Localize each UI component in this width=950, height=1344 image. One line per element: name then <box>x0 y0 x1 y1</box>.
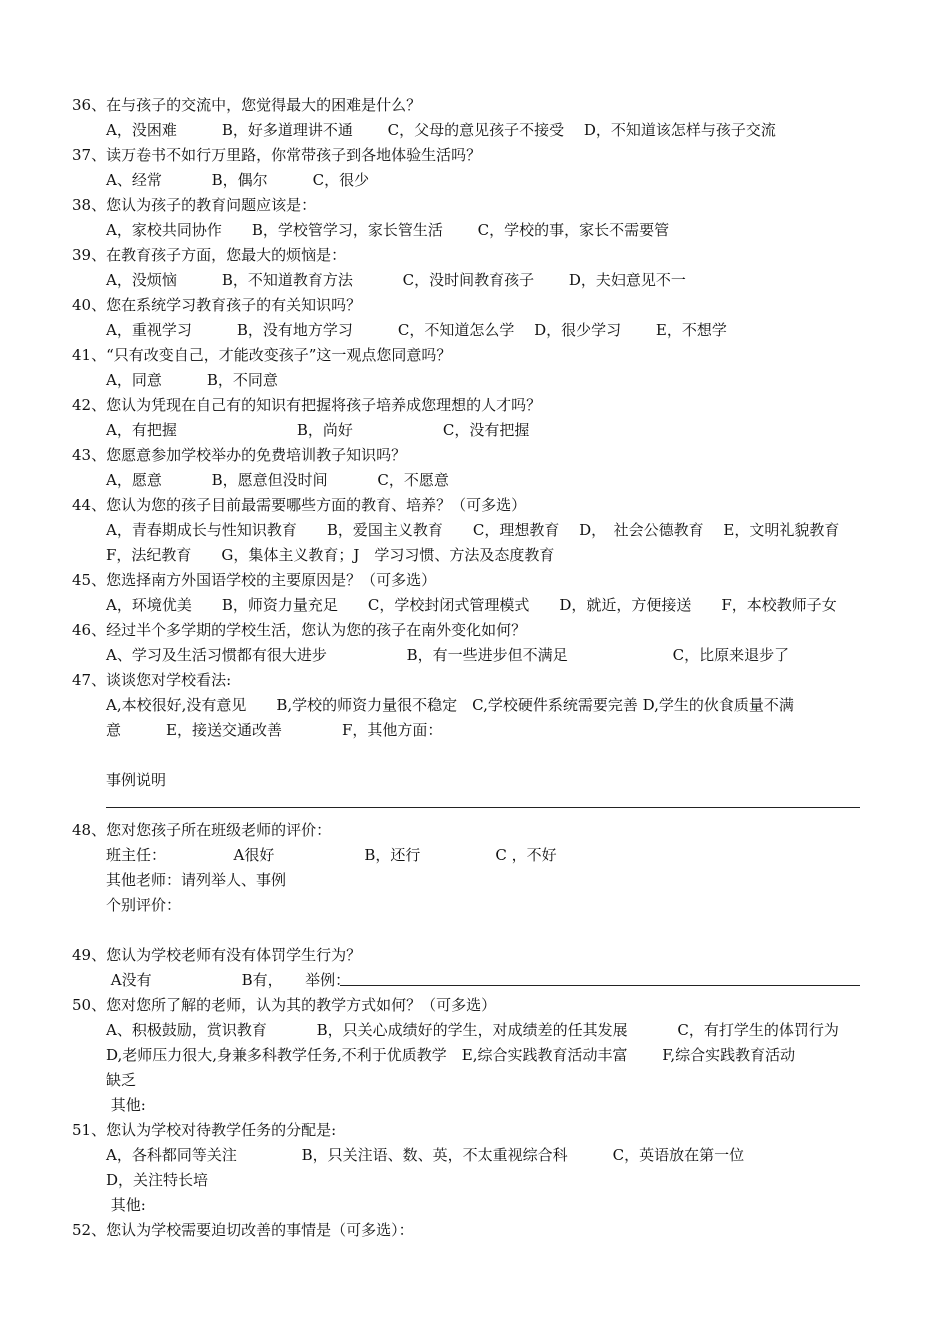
question-51: 51、您认为学校对待教学任务的分配是: <box>72 1121 337 1139</box>
options-41: A，同意 B，不同意 <box>106 371 278 389</box>
options-48: 班主任： A很好 B，还行 C ，不好 <box>106 846 557 864</box>
answer-underline <box>106 807 860 808</box>
question-50: 50、您对您所了解的老师，认为其的教学方式如何？（可多选） <box>72 996 497 1014</box>
options-40: A，重视学习 B，没有地方学习 C，不知道怎么学 D，很少学习 E，不想学 <box>106 321 727 339</box>
question-40: 40、您在系统学习教育孩子的有关知识吗？ <box>72 296 362 314</box>
options-46: A、学习及生活习惯都有很大进步 B，有一些进步但不满足 C，比原来退步了 <box>106 646 790 664</box>
options-49: A没有 B有， 举例： <box>106 971 351 989</box>
other-50: 其他: <box>106 1096 146 1114</box>
question-36: 36、在与孩子的交流中，您觉得最大的困难是什么？ <box>72 96 422 114</box>
options-51-line2: D，关注特长培 <box>106 1171 209 1189</box>
options-36: A，没困难 B，好多道理讲不通 C，父母的意见孩子不接受 D，不知道该怎样与孩子交流 <box>106 121 776 139</box>
options-47-line2: 意 E，接送交通改善 F，其他方面： <box>106 721 443 739</box>
question-44: 44、您认为您的孩子目前最需要哪些方面的教育、培养？（可多选） <box>72 496 527 514</box>
options-47-line1: A,本校很好,没有意见 B,学校的师资力量很不稳定 C,学校硬件系统需要完善 D,学生的伙食质量不满 <box>106 696 794 714</box>
question-52: 52、您认为学校需要迫切改善的事情是（可多选）： <box>72 1221 414 1239</box>
other-teachers-prompt: 其他老师：请列举人、事例 <box>106 871 287 889</box>
other-51: 其他: <box>106 1196 146 1214</box>
options-50-line1: A、积极鼓励，赏识教育 B，只关心成绩好的学生，对成绩差的任其发展 C，有打学生的体罚行为 <box>106 1021 839 1039</box>
options-51-line1: A，各科都同等关注 B，只关注语、数、英，不太重视综合科 C，英语放在第一位 <box>106 1146 745 1164</box>
options-38: A，家校共同协作 B，学校管学习，家长管生活 C，学校的事，家长不需要管 <box>106 221 670 239</box>
question-47: 47、谈谈您对学校看法: <box>72 671 232 689</box>
question-46: 46、经过半个多学期的学校生活，您认为您的孩子在南外变化如何？ <box>72 621 527 639</box>
question-41: 41、“只有改变自己，才能改变孩子”这一观点您同意吗？ <box>72 346 452 364</box>
options-44-line2: F，法纪教育 G，集体主义教育；J 学习习惯、方法及态度教育 <box>106 546 555 564</box>
options-44-line1: A，青春期成长与性知识教育 B，爱国主义教育 C，理想教育 D， 社会公德教育 E，文明礼貌教育 <box>106 521 840 539</box>
question-43: 43、您愿意参加学校举办的免费培训教子知识吗？ <box>72 446 407 464</box>
options-39: A，没烦恼 B，不知道教育方法 C，没时间教育孩子 D，夫妇意见不一 <box>106 271 686 289</box>
options-42: A，有把握 B，尚好 C，没有把握 <box>106 421 530 439</box>
options-50-line3: 缺乏 <box>106 1071 137 1089</box>
options-43: A，愿意 B，愿意但没时间 C，不愿意 <box>106 471 449 489</box>
example-label: 事例说明 <box>106 771 167 789</box>
question-45: 45、您选择南方外国语学校的主要原因是？（可多选） <box>72 571 437 589</box>
options-45: A，环境优美 B，师资力量充足 C，学校封闭式管理模式 D，就近，方便接送 F，本校教师子女 <box>106 596 837 614</box>
options-50-line2: D,老师压力很大,身兼多科教学任务,不利于优质教学 E,综合实践教育活动丰富 F,综合实践教育活动 <box>106 1046 796 1064</box>
example-underline <box>340 985 860 986</box>
individual-evaluation-prompt: 个别评价： <box>106 896 182 914</box>
question-39: 39、在教育孩子方面，您最大的烦恼是： <box>72 246 347 264</box>
options-37: A、经常 B，偶尔 C，很少 <box>106 171 370 189</box>
question-49: 49、您认为学校老师有没有体罚学生行为？ <box>72 946 362 964</box>
question-38: 38、您认为孩子的教育问题应该是： <box>72 196 317 214</box>
question-42: 42、您认为凭现在自己有的知识有把握将孩子培养成您理想的人才吗？ <box>72 396 542 414</box>
question-37: 37、读万卷书不如行万里路，你常带孩子到各地体验生活吗？ <box>72 146 482 164</box>
question-48: 48、您对您孩子所在班级老师的评价： <box>72 821 332 839</box>
